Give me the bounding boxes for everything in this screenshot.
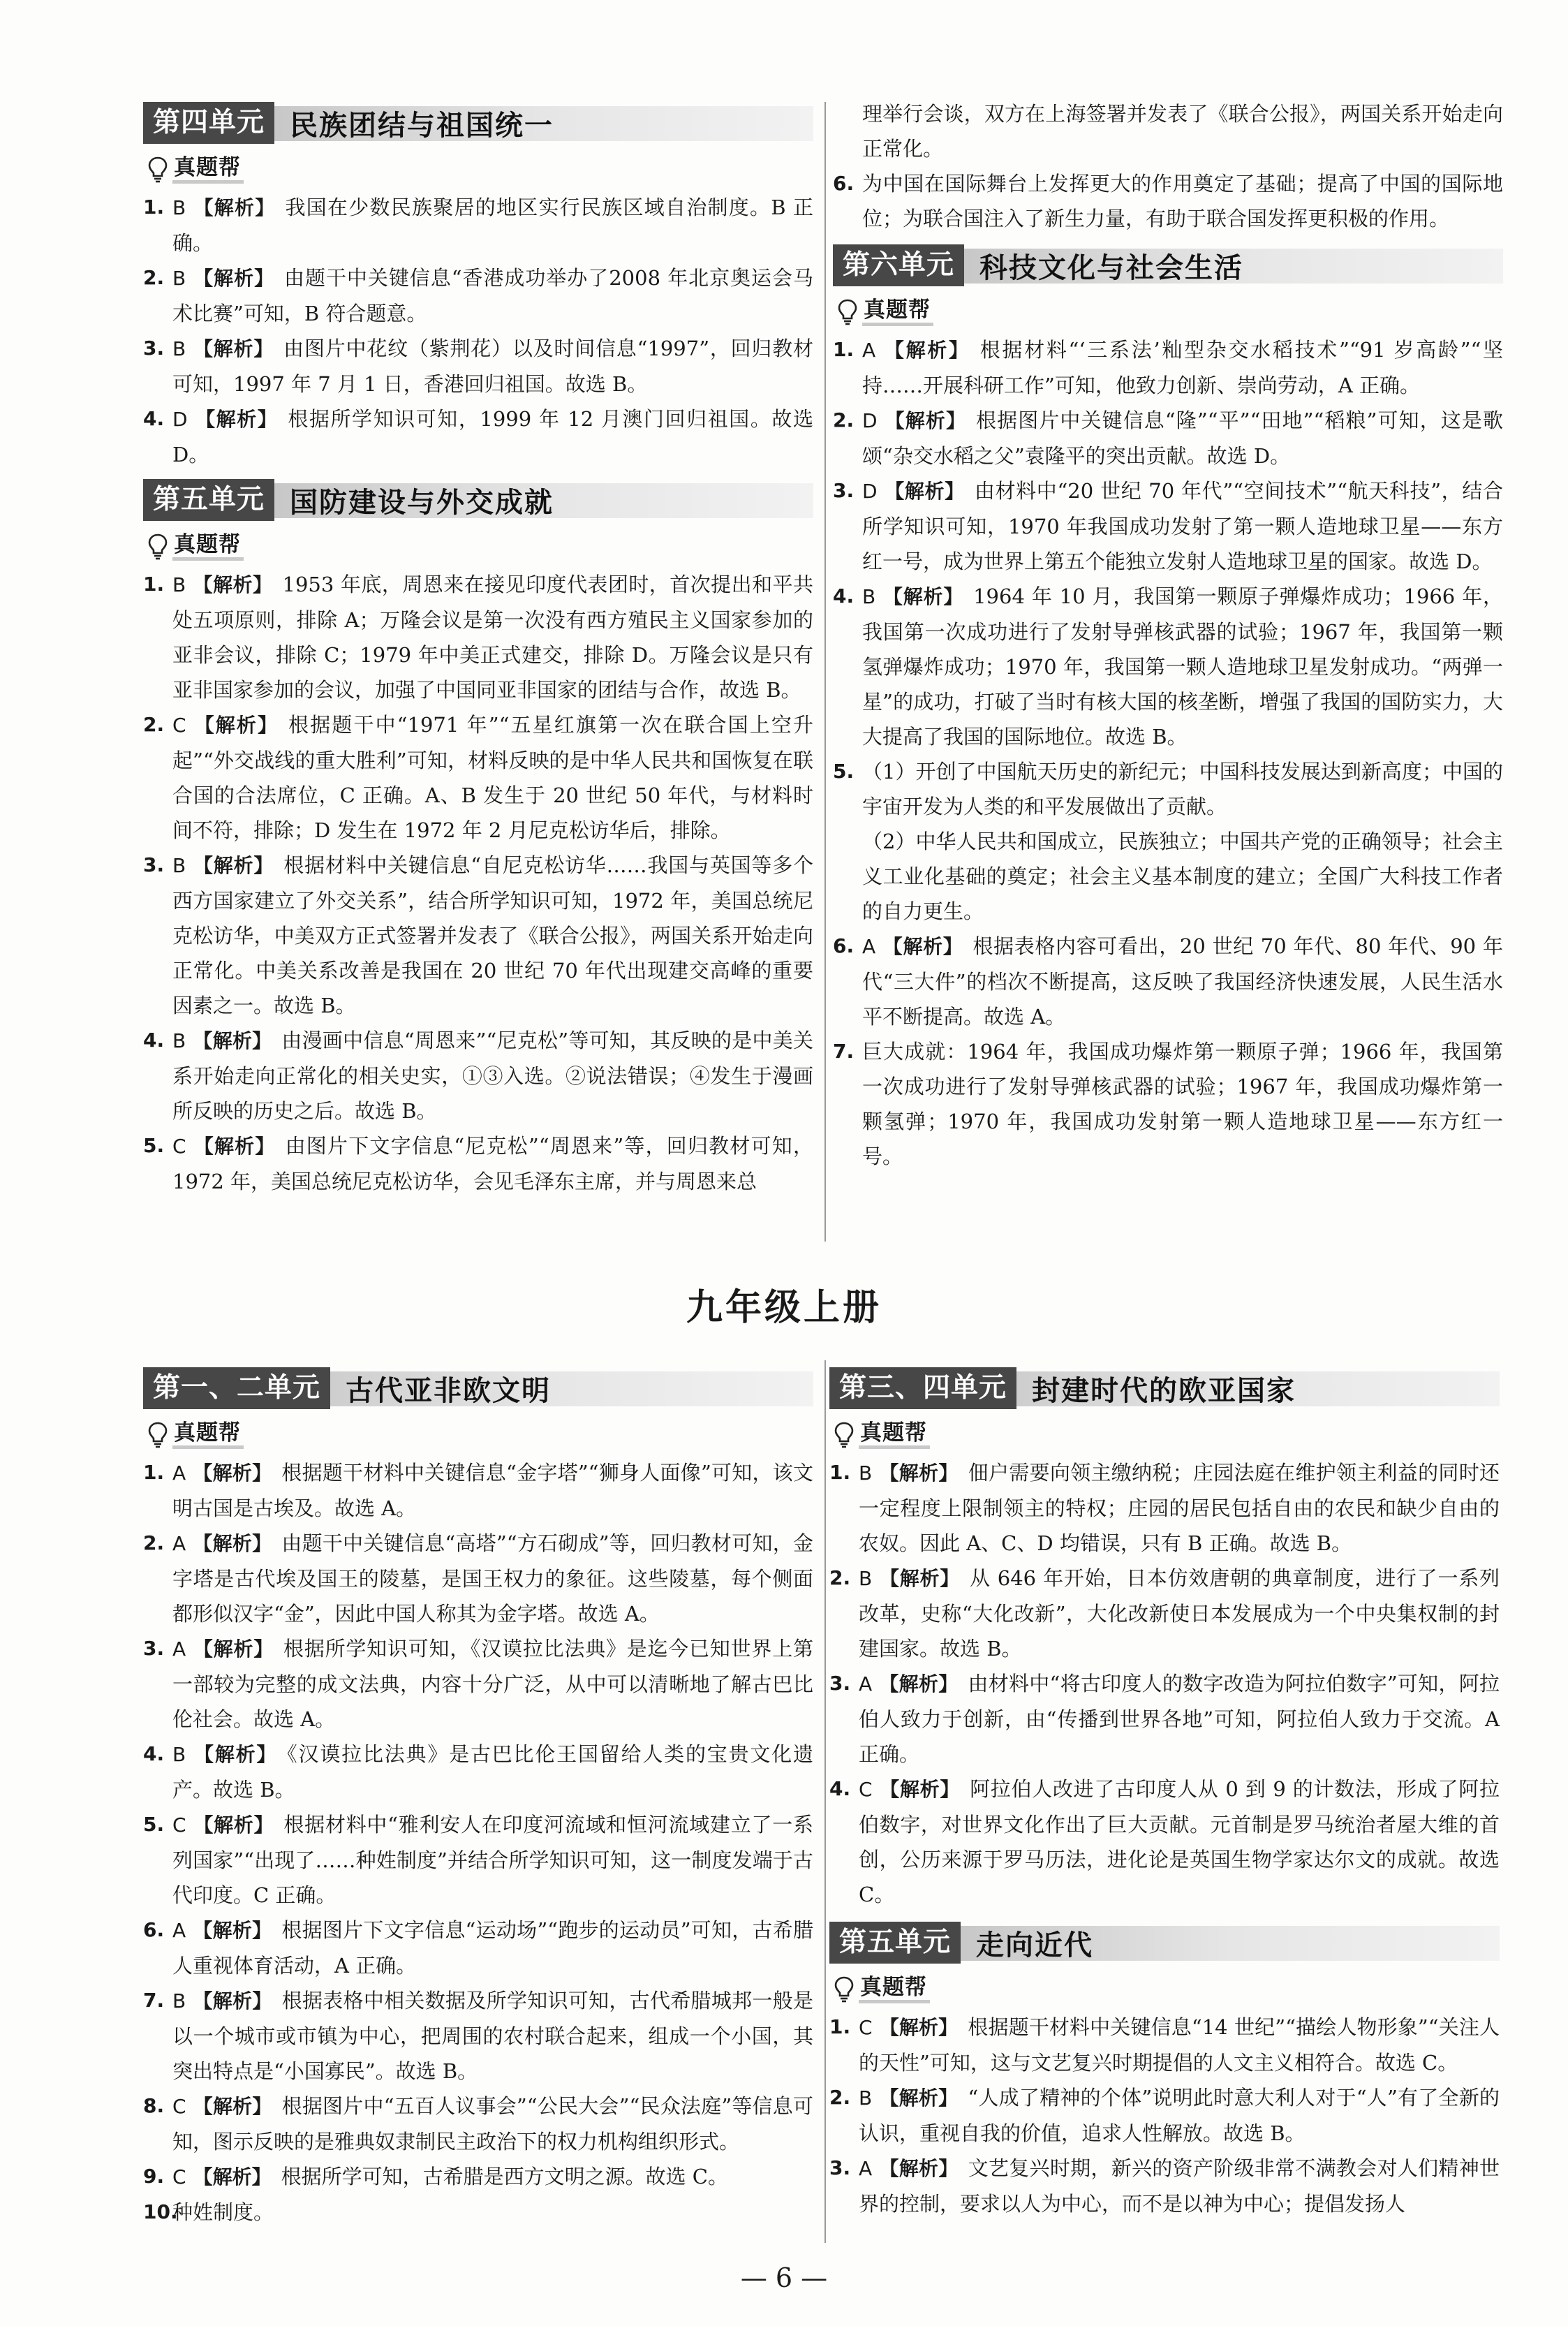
analysis-tag: 【解析】 bbox=[882, 585, 964, 608]
item-number: 7. bbox=[143, 1989, 165, 2012]
unit-title: 古代亚非欧文明 bbox=[346, 1374, 552, 1407]
answer-item bbox=[143, 1455, 813, 1526]
unit-header bbox=[829, 1922, 1500, 1964]
item-number: 2. bbox=[143, 1531, 165, 1554]
analysis-tag: 【解析】 bbox=[882, 935, 963, 958]
answer-item bbox=[833, 824, 1503, 929]
item-number: 4. bbox=[833, 584, 855, 608]
answer-item bbox=[829, 1666, 1500, 1772]
item-body bbox=[172, 1526, 813, 1631]
page-number: — 6 — bbox=[740, 2262, 828, 2293]
explanation-text: 根据材料“‘三系法’籼型杂交水稻技术”“91 岁高龄”“坚持……开展科研工作”可知，他致力创新、崇尚劳动，A 正确。 bbox=[862, 338, 1503, 397]
answer-item bbox=[143, 707, 813, 848]
answer-item bbox=[143, 1737, 813, 1807]
column-divider-top bbox=[824, 102, 826, 1242]
answer-letter: A bbox=[172, 1919, 186, 1942]
unit-header bbox=[143, 1367, 813, 1409]
item-body bbox=[172, 567, 813, 707]
analysis-tag: 【解析】 bbox=[193, 1532, 272, 1555]
explanation-text: 根据表格内容可看出，20 世纪 70 年代、80 年代、90 年代“三大件”的档次不断提高，这反映了我国经济快速发展，人民生活水平不断提高。故选 A。 bbox=[862, 934, 1503, 1029]
item-body bbox=[862, 403, 1503, 473]
item-body bbox=[172, 1455, 813, 1526]
lightbulb-icon bbox=[832, 1420, 856, 1448]
answer-item bbox=[829, 2080, 1500, 2151]
analysis-tag: 【解析】 bbox=[193, 573, 273, 596]
item-number: 5. bbox=[143, 1813, 165, 1836]
help-label-text: 真题帮 bbox=[862, 297, 933, 326]
help-label-text: 真题帮 bbox=[172, 532, 244, 561]
analysis-tag: 【解析】 bbox=[879, 2157, 959, 2180]
answer-item bbox=[143, 402, 813, 472]
unit-header bbox=[829, 1367, 1500, 1409]
unit-title: 走向近代 bbox=[976, 1929, 1094, 1961]
answer-item bbox=[143, 1631, 813, 1737]
analysis-tag: 【解析】 bbox=[193, 1462, 272, 1485]
explanation-text: 根据材料中关键信息“自尼克松访华……我国与英国等多个西方国家建立了外交关系”，结合所学知识可知，1972 年，美国总统尼克松访华，中美双方正式签署并发表了《联合公报》，两国关系开始走向正常化。中美关系改善是我国在 20 世纪 70 年代出现建交高峰的重要因素之一。故选 B。 bbox=[172, 853, 813, 1017]
item-number: 3. bbox=[833, 479, 855, 502]
item-body bbox=[172, 1913, 813, 1983]
unit-number: 第四单元 bbox=[143, 102, 274, 144]
answer-letter: C bbox=[172, 1813, 186, 1836]
answer-letter: B bbox=[172, 1989, 186, 2012]
analysis-tag: 【解析】 bbox=[193, 1637, 274, 1661]
answer-letter: D bbox=[862, 409, 878, 432]
item-number: 4. bbox=[829, 1777, 851, 1800]
answer-letter: A bbox=[859, 2157, 873, 2180]
unit-title: 封建时代的欧亚国家 bbox=[1032, 1374, 1296, 1407]
item-body bbox=[172, 2089, 813, 2159]
answer-item bbox=[833, 579, 1503, 754]
column-divider-bottom bbox=[824, 1360, 826, 2243]
item-number: 5. bbox=[143, 1134, 165, 1157]
item-body bbox=[862, 473, 1503, 579]
spacer bbox=[829, 1912, 1500, 1922]
answer-letter: B bbox=[172, 337, 186, 360]
lightbulb-icon bbox=[146, 155, 170, 183]
item-number: 9. bbox=[143, 2165, 165, 2188]
unit-number: 第一、二单元 bbox=[143, 1367, 330, 1409]
answer-letter: A bbox=[172, 1637, 186, 1661]
item-body bbox=[862, 166, 1503, 236]
unit-header bbox=[833, 244, 1503, 286]
zhentibang-label bbox=[832, 1419, 1500, 1450]
item-body bbox=[862, 929, 1503, 1034]
explanation-text: 由材料中“20 世纪 70 年代”“空间技术”“航天科技”，结合所学知识可知，1970 年我国成功发射了第一颗人造地球卫星——东方红一号，成为世界上第五个能独立发射人造地球卫星的国家。故选 D。 bbox=[862, 479, 1503, 573]
item-body bbox=[859, 1455, 1500, 1561]
item-body bbox=[859, 2010, 1500, 2080]
analysis-tag: 【解析】 bbox=[879, 1462, 959, 1485]
explanation-text: 种姓制度。 bbox=[172, 2200, 274, 2224]
item-number bbox=[833, 96, 862, 166]
item-body bbox=[172, 2195, 813, 2230]
explanation-text: 根据所学知识可知，《汉谟拉比法典》是迄今已知世界上第一部较为完整的成文法典，内容十分广泛，从中可以清晰地了解古巴比伦社会。故选 A。 bbox=[172, 1637, 813, 1731]
analysis-tag: 【解析】 bbox=[194, 408, 279, 431]
answer-item bbox=[829, 1455, 1500, 1561]
answer-letter: D bbox=[172, 408, 188, 431]
answer-letter: A bbox=[172, 1462, 186, 1485]
explanation-text: 佃户需要向领主缴纳税；庄园法庭在维护领主利益的同时还一定程度上限制领主的特权；庄园的居民包括自由的农民和缺少自由的农奴。因此 A、C、D 均错误，只有 B 正确。故选 B。 bbox=[859, 1461, 1500, 1555]
explanation-text: 由图片下文字信息“尼克松”“周恩来”等，回归教材可知，1972 年，美国总统尼克松访华，会见毛泽东主席，并与周恩来总 bbox=[172, 1134, 813, 1193]
item-number: 2. bbox=[833, 408, 855, 432]
unit-header bbox=[143, 102, 813, 144]
item-number: 1. bbox=[829, 1461, 851, 1484]
item-number: 1. bbox=[833, 338, 855, 361]
item-body bbox=[862, 1034, 1503, 1174]
analysis-tag: 【解析】 bbox=[882, 339, 970, 362]
answer-item bbox=[833, 473, 1503, 579]
item-body bbox=[862, 579, 1503, 754]
explanation-text: “人成了精神的个体”说明此时意大利人对于“人”有了全新的认识，重视自我的价值，追求人性解放。故选 B。 bbox=[859, 2086, 1500, 2145]
zhentibang-label bbox=[836, 296, 1503, 327]
answer-letter: C bbox=[859, 1778, 873, 1801]
item-number: 2. bbox=[829, 1566, 851, 1589]
explanation-text: 1964 年 10 月，我国第一颗原子弹爆炸成功；1966 年，我国第一次成功进行了发射导弹核武器的试验；1967 年，我国第一颗氢弹爆炸成功；1970 年，我国第一颗人造地球卫星发射成功。“两弹一星”的成功，打破了当时有核大国的核垄断，增强了我国的国防实力，大大提高了我国的国际地位。故选 B。 bbox=[862, 584, 1503, 749]
item-body bbox=[172, 402, 813, 472]
explanation-text: 阿拉伯人改进了古印度人从 0 到 9 的计数法，形成了阿拉伯数字，对世界文化作出了巨大贡献。元首制是罗马统治者屋大维的首创，公历来源于罗马历法，进化论是英国生物学家达尔文的成就。故选 C。 bbox=[859, 1777, 1500, 1906]
unit-number: 第五单元 bbox=[143, 479, 274, 521]
explanation-text: 由题干中关键信息“高塔”“方石砌成”等，回归教材可知，金字塔是古代埃及国王的陵墓，是国王权力的象征。这些陵墓，每个侧面都形似汉字“金”，因此中国人称其为金字塔。故选 A。 bbox=[172, 1531, 813, 1626]
item-number: 4. bbox=[143, 407, 165, 430]
lightbulb-icon bbox=[146, 1420, 170, 1448]
answer-item bbox=[143, 331, 813, 402]
unit-title: 科技文化与社会生活 bbox=[979, 251, 1244, 284]
explanation-text: （2）中华人民共和国成立，民族独立；中国共产党的正确领导；社会主义工业化基础的奠定；社会主义基本制度的建立；全国广大科技工作者的自力更生。 bbox=[862, 830, 1503, 923]
analysis-tag: 【解析】 bbox=[884, 409, 967, 432]
answer-item bbox=[833, 332, 1503, 403]
item-number: 1. bbox=[143, 573, 165, 596]
item-body bbox=[172, 190, 813, 260]
answer-letter: B bbox=[859, 1567, 873, 1590]
answer-letter: C bbox=[172, 1135, 186, 1158]
answer-item bbox=[833, 754, 1503, 824]
analysis-tag: 【解析】 bbox=[879, 2086, 959, 2110]
explanation-text: 由图片中花纹（紫荆花）以及时间信息“1997”，回归教材可知，1997 年 7 月 1 日，香港回归祖国。故选 B。 bbox=[172, 337, 813, 396]
answer-letter: B bbox=[172, 196, 186, 219]
item-body bbox=[172, 1807, 813, 1913]
item-body bbox=[172, 1023, 813, 1128]
answer-item bbox=[829, 2151, 1500, 2221]
zhentibang-label bbox=[832, 1973, 1500, 2004]
answer-item bbox=[829, 1561, 1500, 1666]
explanation-text: 我国在少数民族聚居的地区实行民族区域自治制度。B 正确。 bbox=[172, 196, 813, 255]
answer-letter: D bbox=[862, 480, 878, 503]
item-body bbox=[172, 1631, 813, 1737]
answer-item bbox=[829, 2010, 1500, 2080]
answer-item bbox=[833, 929, 1503, 1034]
answer-item bbox=[143, 1023, 813, 1128]
item-number: 3. bbox=[143, 1637, 165, 1660]
answer-letter: B bbox=[172, 854, 186, 877]
explanation-text: 根据题干材料中关键信息“14 世纪”“描绘人物形象”“关注人的天性”可知，这与文艺复兴时期提倡的人文主义相符合。故选 C。 bbox=[859, 2015, 1500, 2075]
analysis-tag: 【解析】 bbox=[193, 714, 279, 737]
item-number: 4. bbox=[143, 1029, 165, 1052]
zhentibang-label bbox=[146, 531, 813, 561]
item-body bbox=[859, 2080, 1500, 2151]
item-body bbox=[862, 96, 1503, 166]
explanation-text: 《汉谟拉比法典》是古巴比伦王国留给人类的宝贵文化遗产。故选 B。 bbox=[172, 1742, 813, 1802]
explanation-text: 根据题干中“1971 年”“五星红旗第一次在联合国上空升起”“外交战线的重大胜利”可知，材料反映的是中华人民共和国恢复在联合国的合法席位，C 正确。A、B 发生于 20 世纪 50 年代，与材料时间不符，排除；D 发生在 1972 年 2 月尼克松访华后，排除。 bbox=[172, 713, 813, 842]
answer-item bbox=[833, 166, 1503, 236]
answer-letter: B bbox=[172, 1029, 186, 1052]
answer-item bbox=[833, 96, 1503, 166]
item-number: 2. bbox=[143, 713, 165, 736]
item-number: 3. bbox=[143, 337, 165, 360]
item-number: 2. bbox=[143, 266, 165, 289]
item-number: 1. bbox=[143, 196, 165, 219]
analysis-tag: 【解析】 bbox=[193, 267, 275, 290]
answer-letter: A bbox=[862, 339, 876, 362]
help-label-text: 真题帮 bbox=[859, 1975, 930, 2003]
spacer bbox=[143, 472, 813, 479]
explanation-text: 根据图片中关键信息“隆”“平”“田地”“稻粮”可知，这是歌颂“杂交水稻之父”袁隆平的突出贡献。故选 D。 bbox=[862, 408, 1503, 468]
item-number: 4. bbox=[143, 1742, 165, 1765]
item-number: 3. bbox=[829, 1672, 851, 1695]
item-body bbox=[859, 1772, 1500, 1912]
answer-letter: B bbox=[172, 267, 186, 290]
item-body bbox=[172, 1128, 813, 1199]
help-label-text: 真题帮 bbox=[859, 1420, 930, 1449]
analysis-tag: 【解析】 bbox=[193, 196, 276, 219]
unit-title: 国防建设与外交成就 bbox=[290, 486, 554, 519]
analysis-tag: 【解析】 bbox=[193, 337, 274, 360]
explanation-text: 根据题干材料中关键信息“金字塔”“狮身人面像”可知，该文明古国是古埃及。故选 A。 bbox=[172, 1461, 813, 1520]
answer-letter: A bbox=[862, 935, 876, 958]
grade9-right-column bbox=[829, 1367, 1500, 2221]
spacer bbox=[833, 236, 1503, 244]
unit-title: 民族团结与祖国统一 bbox=[290, 109, 554, 142]
lightbulb-icon bbox=[832, 1975, 856, 2003]
item-body bbox=[862, 824, 1503, 929]
answer-item bbox=[143, 848, 813, 1023]
analysis-tag: 【解析】 bbox=[193, 2095, 272, 2118]
explanation-text: 根据所学可知，古希腊是西方文明之源。故选 C。 bbox=[281, 2165, 728, 2188]
explanation-text: 根据材料中“雅利安人在印度河流域和恒河流域建立了一系列国家”“出现了……种姓制度”并结合所学知识可知，这一制度发端于古代印度。C 正确。 bbox=[172, 1813, 813, 1907]
explanation-text: 理举行会谈，双方在上海签署并发表了《联合公报》，两国关系开始走向正常化。 bbox=[862, 102, 1503, 161]
zhentibang-label bbox=[146, 1419, 813, 1450]
answer-item bbox=[143, 190, 813, 260]
item-number: 5. bbox=[833, 760, 855, 783]
explanation-text: （1）开创了中国航天历史的新纪元；中国科技发展达到新高度；中国的宇宙开发为人类的和平发展做出了贡献。 bbox=[862, 760, 1503, 818]
answer-item bbox=[143, 260, 813, 331]
item-number: 3. bbox=[829, 2156, 851, 2179]
answer-item bbox=[143, 1913, 813, 1983]
unit-number: 第三、四单元 bbox=[829, 1367, 1016, 1409]
grade8-right-column bbox=[833, 96, 1503, 1174]
answer-item bbox=[143, 1526, 813, 1631]
answer-letter: C bbox=[172, 714, 186, 737]
grade9-left-column bbox=[143, 1367, 813, 2230]
answer-letter: B bbox=[859, 1462, 873, 1485]
answer-item bbox=[143, 2195, 813, 2230]
item-body bbox=[859, 1666, 1500, 1772]
answer-letter: C bbox=[172, 2165, 186, 2188]
item-number bbox=[833, 824, 862, 929]
lightbulb-icon bbox=[836, 297, 859, 325]
answer-letter: B bbox=[172, 573, 186, 596]
analysis-tag: 【解析】 bbox=[193, 1135, 276, 1158]
analysis-tag: 【解析】 bbox=[879, 1672, 959, 1695]
item-number: 8. bbox=[143, 2094, 165, 2117]
analysis-tag: 【解析】 bbox=[879, 1567, 961, 1590]
unit-header bbox=[143, 479, 813, 521]
item-number: 2. bbox=[829, 2086, 851, 2109]
item-number: 3. bbox=[143, 853, 165, 876]
item-body bbox=[172, 848, 813, 1023]
answer-letter: A bbox=[859, 1672, 873, 1695]
explanation-text: 为中国在国际舞台上发挥更大的作用奠定了基础；提高了中国的国际地位；为联合国注入了新生力量，有助于联合国发挥更积极的作用。 bbox=[862, 172, 1503, 230]
analysis-tag: 【解析】 bbox=[193, 1029, 272, 1052]
explanation-text: 文艺复兴时期，新兴的资产阶级非常不满教会对人们精神世界的控制，要求以人为中心，而不是以神为中心；提倡发扬人 bbox=[859, 2156, 1500, 2216]
item-body bbox=[172, 2159, 813, 2195]
lightbulb-icon bbox=[146, 532, 170, 560]
unit-number: 第六单元 bbox=[833, 244, 964, 286]
answer-item bbox=[143, 1807, 813, 1913]
section-title: 九年级上册 bbox=[686, 1287, 882, 1329]
answer-item bbox=[833, 1034, 1503, 1174]
zhentibang-label bbox=[146, 154, 813, 184]
item-body bbox=[172, 707, 813, 848]
answer-letter: B bbox=[172, 1743, 186, 1766]
answer-item bbox=[143, 1128, 813, 1199]
answer-letter: C bbox=[172, 2095, 186, 2118]
item-body bbox=[172, 331, 813, 402]
unit-number: 第五单元 bbox=[829, 1922, 961, 1964]
help-label-text: 真题帮 bbox=[172, 1420, 244, 1449]
analysis-tag: 【解析】 bbox=[884, 480, 965, 503]
explanation-text: 根据表格中相关数据及所学知识可知，古代希腊城邦一般是以一个城市或市镇为中心，把周围的农村联合起来，组成一个小国，其突出特点是“小国寡民”。故选 B。 bbox=[172, 1989, 813, 2083]
analysis-tag: 【解析】 bbox=[193, 1813, 274, 1836]
analysis-tag: 【解析】 bbox=[879, 1778, 961, 1801]
item-body bbox=[859, 1561, 1500, 1666]
answer-item bbox=[829, 1772, 1500, 1912]
item-number: 1. bbox=[143, 1461, 165, 1484]
analysis-tag: 【解析】 bbox=[193, 1989, 272, 2012]
answer-letter: B bbox=[859, 2086, 873, 2110]
analysis-tag: 【解析】 bbox=[879, 2016, 959, 2039]
grade8-left-column bbox=[143, 102, 813, 1199]
analysis-tag: 【解析】 bbox=[193, 1743, 278, 1766]
analysis-tag: 【解析】 bbox=[193, 2165, 272, 2188]
answer-item bbox=[143, 2089, 813, 2159]
item-number: 7. bbox=[833, 1040, 855, 1063]
answer-letter: C bbox=[859, 2016, 873, 2039]
item-body bbox=[172, 1737, 813, 1807]
answer-letter: B bbox=[862, 585, 876, 608]
item-body bbox=[859, 2151, 1500, 2221]
item-body bbox=[862, 332, 1503, 403]
item-body bbox=[862, 754, 1503, 824]
explanation-text: 根据图片中“五百人议事会”“公民大会”“民众法庭”等信息可知，图示反映的是雅典奴隶制民主政治下的权力机构组织形式。 bbox=[172, 2094, 813, 2154]
answer-item bbox=[143, 2159, 813, 2195]
explanation-text: 由材料中“将古印度人的数字改造为阿拉伯数字”可知，阿拉伯人致力于创新，由“传播到世界各地”可知，阿拉伯人致力于交流。A 正确。 bbox=[859, 1672, 1500, 1766]
analysis-tag: 【解析】 bbox=[193, 1919, 272, 1942]
explanation-text: 根据所学知识可知，1999 年 12 月澳门回归祖国。故选 D。 bbox=[172, 407, 813, 466]
item-body bbox=[172, 260, 813, 331]
item-number: 6. bbox=[143, 1918, 165, 1941]
item-number: 6. bbox=[833, 934, 855, 957]
answer-item bbox=[143, 567, 813, 707]
explanation-text: 由漫画中信息“周恩来”“尼克松”等可知，其反映的是中美关系开始走向正常化的相关史实，①③入选。②说法错误；④发生于漫画所反映的历史之后。故选 B。 bbox=[172, 1029, 813, 1123]
explanation-text: 由题干中关键信息“香港成功举办了2008 年北京奥运会马术比赛”可知，B 符合题意。 bbox=[172, 266, 813, 325]
explanation-text: 巨大成就：1964 年，我国成功爆炸第一颗原子弹；1966 年，我国第一次成功进行了发射导弹核武器的试验；1967 年，我国成功爆炸第一颗氢弹；1970 年，我国成功发射第一颗人造地球卫星——东方红一号。 bbox=[862, 1040, 1503, 1168]
answer-letter: A bbox=[172, 1532, 186, 1555]
item-number: 10. bbox=[143, 2200, 178, 2223]
explanation-text: 1953 年底，周恩来在接见印度代表团时，首次提出和平共处五项原则，排除 A；万隆会议是第一次没有西方殖民主义国家参加的亚非会议，排除 C；1979 年中美正式建交，排除 D。万隆会议是只有亚非国家参加的会议，加强了中国同亚非国家的团结与合作，故选 B。 bbox=[172, 573, 813, 702]
explanation-text: 从 646 年开始，日本仿效唐朝的典章制度，进行了一系列改革，史称“大化改新”，大化改新使日本发展成为一个中央集权制的封建国家。故选 B。 bbox=[859, 1566, 1500, 1661]
answer-item bbox=[143, 1983, 813, 2089]
explanation-text: 根据图片下文字信息“运动场”“跑步的运动员”可知，古希腊人重视体育活动，A 正确。 bbox=[172, 1918, 813, 1978]
answer-item bbox=[833, 403, 1503, 473]
item-number: 1. bbox=[829, 2015, 851, 2038]
help-label-text: 真题帮 bbox=[172, 155, 244, 184]
analysis-tag: 【解析】 bbox=[193, 854, 274, 877]
item-body bbox=[172, 1983, 813, 2089]
item-number: 6. bbox=[833, 172, 855, 195]
